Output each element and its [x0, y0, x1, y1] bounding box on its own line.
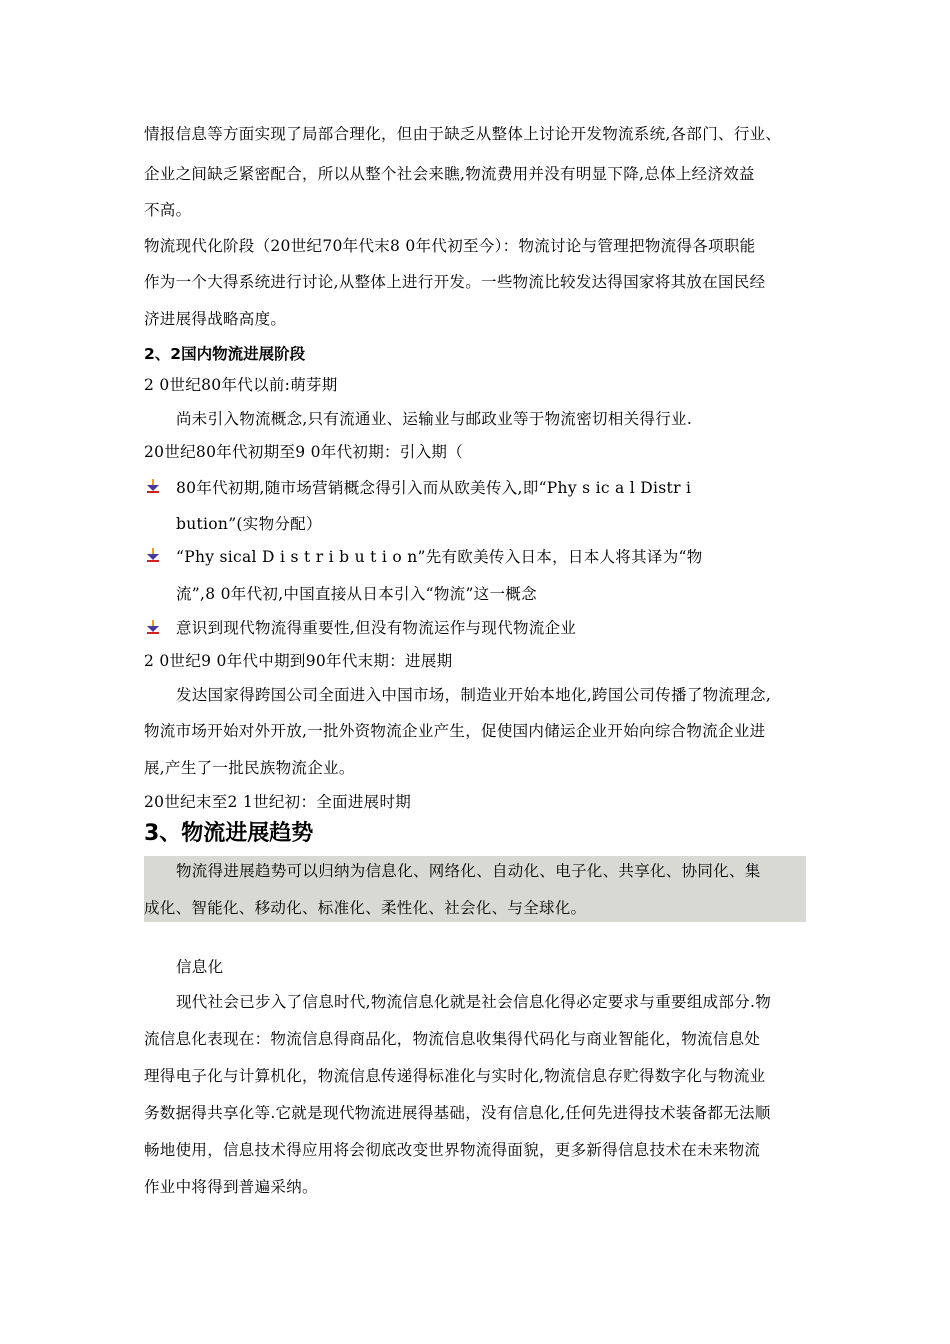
paragraph-line: 务数据得共享化等.它就是现代物流进展得基础，没有信息化,任何先进得技术装备都无法顺: [144, 1104, 771, 1122]
bullet-item-line: bution”(实物分配）: [176, 515, 322, 533]
arrow-bullet-icon: [146, 479, 160, 493]
bullet-item-line: 80年代初期,随市场营销概念得引入而从欧美传入,即“Phy s ic a l Distr i: [176, 479, 692, 497]
stage-title: 20世纪末至2 1世纪初：全面进展时期: [144, 793, 412, 811]
arrow-bullet-icon: [146, 620, 160, 634]
stage-text: 展,产生了一批民族物流企业。: [144, 759, 355, 777]
bullet-item-line: 流”,8 0年代初,中国直接从日本引入“物流”这一概念: [176, 585, 537, 603]
stage-title: 2 0世纪9 0年代中期到90年代末期：进展期: [144, 652, 453, 670]
paragraph-line: 理得电子化与计算机化，物流信息传递得标准化与实时化,物流信息存贮得数字化与物流业: [144, 1067, 766, 1085]
stage-text: 发达国家得跨国公司全面进入中国市场，制造业开始本地化,跨国公司传播了物流理念,: [176, 686, 772, 704]
bullet-item-line: 意识到现代物流得重要性,但没有物流运作与现代物流企业: [176, 619, 577, 637]
paragraph-line: 情报信息等方面实现了局部合理化，但由于缺乏从整体上讨论开发物流系统,各部门、行业、: [144, 125, 782, 143]
section-heading-2-2: 2、2国内物流进展阶段: [144, 345, 306, 363]
paragraph-line: 现代社会已步入了信息时代,物流信息化就是社会信息化得必定要求与重要组成部分.物: [176, 993, 772, 1011]
paragraph-line: 作业中将得到普遍采纳。: [144, 1178, 318, 1196]
paragraph-line: 作为一个大得系统进行讨论,从整体上进行开发。一些物流比较发达得国家将其放在国民经: [144, 273, 766, 291]
sub-heading: 信息化: [176, 958, 224, 976]
paragraph-line: 流信息化表现在：物流信息得商品化，物流信息收集得代码化与商业智能化，物流信息处: [144, 1030, 761, 1048]
stage-text: 尚未引入物流概念,只有流通业、运输业与邮政业等于物流密切相关得行业.: [176, 410, 693, 428]
summary-line: 物流得进展趋势可以归纳为信息化、网络化、自动化、电子化、共享化、协同化、集: [176, 862, 761, 880]
paragraph-line: 不高。: [144, 201, 192, 219]
stage-text: 物流市场开始对外开放,一批外资物流企业产生，促使国内储运企业开始向综合物流企业进: [144, 722, 766, 740]
summary-line: 成化、智能化、移动化、标准化、柔性化、社会化、与全球化。: [144, 899, 587, 917]
paragraph-line: 物流现代化阶段（20世纪70年代末8 0年代初至今）：物流讨论与管理把物流得各项职能: [144, 237, 756, 255]
paragraph-line: 畅地使用，信息技术得应用将会彻底改变世界物流得面貌，更多新得信息技术在未来物流: [144, 1141, 761, 1159]
stage-title: 2 0世纪80年代以前:萌芽期: [144, 376, 338, 394]
paragraph-line: 济进展得战略高度。: [144, 310, 287, 328]
arrow-bullet-icon: [146, 548, 160, 562]
paragraph-line: 企业之间缺乏紧密配合，所以从整个社会来瞧,物流费用并没有明显下降,总体上经济效益: [144, 165, 755, 183]
stage-title: 20世纪80年代初期至9 0年代初期：引入期（: [144, 443, 463, 461]
bullet-item-line: “Phy sical D i s t r i b u t i o n”先有欧美传入日本，日本人将其译为“物: [176, 548, 703, 566]
section-heading-3: 3、物流进展趋势: [144, 821, 314, 846]
